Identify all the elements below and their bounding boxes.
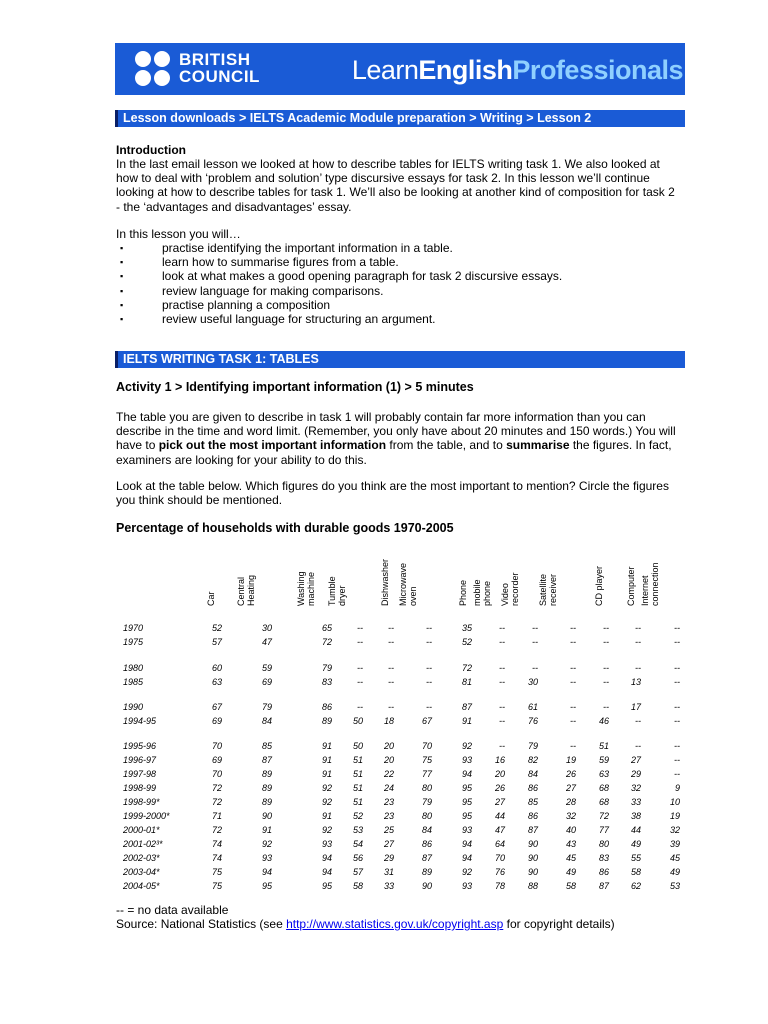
intro-heading: Introduction bbox=[116, 143, 186, 157]
table-cell: -- bbox=[635, 637, 641, 647]
table-cell: 19 bbox=[669, 811, 680, 821]
table-column-header: Car bbox=[206, 591, 216, 606]
table-cell: 70 bbox=[211, 741, 222, 751]
table-column-header: Central Heating bbox=[236, 574, 256, 606]
table-cell: 57 bbox=[211, 637, 222, 647]
table-cell: 79 bbox=[421, 797, 432, 807]
table-cell: -- bbox=[603, 677, 609, 687]
table-cell: 59 bbox=[261, 663, 272, 673]
table-cell: -- bbox=[570, 716, 576, 726]
table-cell: 89 bbox=[261, 783, 272, 793]
table-cell: -- bbox=[388, 702, 394, 712]
table-cell: 95 bbox=[261, 881, 272, 891]
table-cell: 79 bbox=[261, 702, 272, 712]
table-cell: 75 bbox=[211, 881, 222, 891]
table-cell: 69 bbox=[261, 677, 272, 687]
table-cell: 27 bbox=[630, 755, 641, 765]
table-row-label: 1985 bbox=[123, 677, 144, 687]
table-cell: 92 bbox=[321, 783, 332, 793]
table-cell: 49 bbox=[565, 867, 576, 877]
table-cell: -- bbox=[635, 716, 641, 726]
table-cell: 78 bbox=[494, 881, 505, 891]
table-cell: 39 bbox=[669, 839, 680, 849]
list-item: ▪ practise identifying the important information in a table. bbox=[116, 241, 676, 255]
table-cell: 85 bbox=[261, 741, 272, 751]
table-cell: 82 bbox=[527, 755, 538, 765]
table-cell: 94 bbox=[461, 853, 472, 863]
table-cell: -- bbox=[603, 623, 609, 633]
table-title: Percentage of households with durable goods 1970-2005 bbox=[116, 521, 454, 535]
table-cell: 86 bbox=[598, 867, 609, 877]
table-cell: -- bbox=[499, 623, 505, 633]
table-cell: 95 bbox=[461, 783, 472, 793]
table-cell: 26 bbox=[494, 783, 505, 793]
table-column-header: Phone bbox=[458, 579, 468, 606]
table-cell: 94 bbox=[321, 853, 332, 863]
table-cell: -- bbox=[674, 637, 680, 647]
table-cell: 76 bbox=[527, 716, 538, 726]
british-council-logo-icon bbox=[135, 51, 171, 87]
table-column-header: Washing machine bbox=[296, 571, 316, 606]
table-cell: -- bbox=[635, 663, 641, 673]
table-cell: 58 bbox=[352, 881, 363, 891]
table-cell: 74 bbox=[211, 853, 222, 863]
table-cell: 20 bbox=[383, 741, 394, 751]
activity-paragraph: The table you are given to describe in task 1 will probably contain far more information than you can describe in the time and word limit. (Remember, you only have about 20 minutes and 150 words.) You will have to pick out the most important information from the table, and to summarise the figures. In fact, examiners are looking for your ability to do this. bbox=[116, 410, 676, 467]
table-cell: 23 bbox=[383, 811, 394, 821]
table-cell: 67 bbox=[211, 702, 222, 712]
table-cell: 90 bbox=[527, 867, 538, 877]
section-title: IELTS WRITING TASK 1: TABLES bbox=[115, 351, 685, 368]
table-cell: 9 bbox=[674, 783, 680, 793]
table-cell: 64 bbox=[494, 839, 505, 849]
table-cell: -- bbox=[499, 741, 505, 751]
table-column-header: Microwave oven bbox=[398, 562, 418, 606]
table-cell: 23 bbox=[383, 797, 394, 807]
table-cell: 76 bbox=[494, 867, 505, 877]
table-cell: -- bbox=[603, 702, 609, 712]
activity-title: Activity 1 > Identifying important information (1) > 5 minutes bbox=[116, 380, 474, 394]
table-cell: 49 bbox=[630, 839, 641, 849]
table-cell: -- bbox=[426, 637, 432, 647]
table-cell: 95 bbox=[321, 881, 332, 891]
table-cell: 90 bbox=[527, 839, 538, 849]
table-cell: 83 bbox=[598, 853, 609, 863]
table-cell: 86 bbox=[321, 702, 332, 712]
table-cell: 61 bbox=[527, 702, 538, 712]
table-cell: 45 bbox=[669, 853, 680, 863]
table-cell: -- bbox=[570, 623, 576, 633]
table-column-header: Tumble dryer bbox=[327, 576, 347, 606]
table-cell: 26 bbox=[565, 769, 576, 779]
table-cell: -- bbox=[426, 623, 432, 633]
table-cell: 51 bbox=[598, 741, 609, 751]
table-cell: -- bbox=[426, 677, 432, 687]
table-cell: 29 bbox=[383, 853, 394, 863]
table-cell: 77 bbox=[598, 825, 609, 835]
table-cell: -- bbox=[674, 677, 680, 687]
table-cell: 19 bbox=[565, 755, 576, 765]
table-cell: -- bbox=[499, 716, 505, 726]
table-cell: 94 bbox=[261, 867, 272, 877]
table-cell: -- bbox=[603, 663, 609, 673]
table-row-label: 2003-04* bbox=[123, 867, 160, 877]
table-cell: 84 bbox=[261, 716, 272, 726]
table-row-label: 1970 bbox=[123, 623, 144, 633]
table-cell: 85 bbox=[527, 797, 538, 807]
table-cell: 87 bbox=[598, 881, 609, 891]
table-cell: -- bbox=[388, 677, 394, 687]
table-cell: 69 bbox=[211, 755, 222, 765]
table-cell: 10 bbox=[669, 797, 680, 807]
table-cell: 92 bbox=[461, 741, 472, 751]
table-cell: -- bbox=[357, 623, 363, 633]
table-cell: 33 bbox=[383, 881, 394, 891]
table-cell: 30 bbox=[261, 623, 272, 633]
table-row-label: 1990 bbox=[123, 702, 144, 712]
table-cell: -- bbox=[499, 637, 505, 647]
table-cell: -- bbox=[674, 755, 680, 765]
table-cell: 91 bbox=[321, 811, 332, 821]
table-cell: 93 bbox=[461, 881, 472, 891]
table-row-label: 1997-98 bbox=[123, 769, 157, 779]
no-data-note: -- = no data available bbox=[116, 903, 229, 917]
table-cell: 79 bbox=[321, 663, 332, 673]
table-cell: -- bbox=[674, 663, 680, 673]
table-cell: -- bbox=[674, 623, 680, 633]
table-cell: 94 bbox=[321, 867, 332, 877]
instruction-paragraph: Look at the table below. Which figures do you think are the most important to mention? Circle the figures you think should be mentioned. bbox=[116, 479, 669, 508]
table-cell: 75 bbox=[421, 755, 432, 765]
table-cell: 72 bbox=[321, 637, 332, 647]
table-column-header: Video recorder bbox=[500, 572, 520, 606]
table-cell: 28 bbox=[565, 797, 576, 807]
table-cell: 89 bbox=[321, 716, 332, 726]
table-cell: 70 bbox=[211, 769, 222, 779]
table-cell: -- bbox=[570, 637, 576, 647]
table-cell: 70 bbox=[494, 853, 505, 863]
table-column-header: Internet connection bbox=[640, 562, 660, 606]
table-cell: 59 bbox=[598, 755, 609, 765]
table-cell: 94 bbox=[461, 839, 472, 849]
table-cell: 65 bbox=[321, 623, 332, 633]
table-cell: 95 bbox=[461, 797, 472, 807]
table-cell: -- bbox=[499, 677, 505, 687]
table-cell: 20 bbox=[383, 755, 394, 765]
table-cell: 27 bbox=[494, 797, 505, 807]
table-cell: 50 bbox=[352, 716, 363, 726]
table-cell: 72 bbox=[211, 783, 222, 793]
table-cell: 86 bbox=[527, 783, 538, 793]
table-cell: -- bbox=[426, 663, 432, 673]
table-cell: 32 bbox=[630, 783, 641, 793]
table-cell: 44 bbox=[630, 825, 641, 835]
table-cell: -- bbox=[426, 702, 432, 712]
table-cell: 79 bbox=[527, 741, 538, 751]
org-name: BRITISH COUNCIL bbox=[179, 50, 260, 86]
table-cell: 17 bbox=[630, 702, 641, 712]
table-cell: 25 bbox=[383, 825, 394, 835]
table-cell: 89 bbox=[421, 867, 432, 877]
table-row-label: 1996-97 bbox=[123, 755, 157, 765]
table-cell: 87 bbox=[527, 825, 538, 835]
list-item: ▪ review useful language for structuring an argument. bbox=[116, 312, 676, 326]
table-cell: -- bbox=[388, 637, 394, 647]
table-cell: 63 bbox=[598, 769, 609, 779]
table-cell: -- bbox=[674, 702, 680, 712]
table-cell: 69 bbox=[211, 716, 222, 726]
table-cell: -- bbox=[532, 663, 538, 673]
table-cell: 92 bbox=[321, 825, 332, 835]
table-cell: -- bbox=[674, 741, 680, 751]
table-cell: 94 bbox=[461, 769, 472, 779]
table-cell: 81 bbox=[461, 677, 472, 687]
list-item: ▪ look at what makes a good opening paragraph for task 2 discursive essays. bbox=[116, 269, 676, 283]
table-cell: 91 bbox=[261, 825, 272, 835]
table-cell: 54 bbox=[352, 839, 363, 849]
source-link[interactable]: http://www.statistics.gov.uk/copyright.asp bbox=[286, 917, 504, 931]
table-cell: 84 bbox=[421, 825, 432, 835]
table-cell: 93 bbox=[461, 825, 472, 835]
table-cell: -- bbox=[532, 637, 538, 647]
table-cell: 87 bbox=[421, 853, 432, 863]
table-cell: 33 bbox=[630, 797, 641, 807]
table-cell: -- bbox=[357, 663, 363, 673]
table-cell: 56 bbox=[352, 853, 363, 863]
table-cell: -- bbox=[674, 769, 680, 779]
table-cell: 92 bbox=[261, 839, 272, 849]
lesson-goals-lead: In this lesson you will… bbox=[116, 227, 241, 241]
table-cell: -- bbox=[532, 623, 538, 633]
table-cell: 72 bbox=[598, 811, 609, 821]
table-cell: 52 bbox=[352, 811, 363, 821]
table-cell: 93 bbox=[261, 853, 272, 863]
table-cell: -- bbox=[570, 677, 576, 687]
table-column-header: Satellite receiver bbox=[538, 573, 558, 606]
table-cell: 77 bbox=[421, 769, 432, 779]
table-row-label: 1980 bbox=[123, 663, 144, 673]
table-cell: 45 bbox=[565, 853, 576, 863]
table-cell: 68 bbox=[598, 797, 609, 807]
table-cell: 87 bbox=[461, 702, 472, 712]
table-cell: 22 bbox=[383, 769, 394, 779]
table-column-header: Computer bbox=[626, 566, 636, 606]
list-item: ▪ learn how to summarise figures from a table. bbox=[116, 255, 676, 269]
table-row-label: 1975 bbox=[123, 637, 144, 647]
table-cell: -- bbox=[674, 716, 680, 726]
table-cell: 74 bbox=[211, 839, 222, 849]
table-cell: 92 bbox=[321, 797, 332, 807]
table-cell: 71 bbox=[211, 811, 222, 821]
table-cell: 70 bbox=[421, 741, 432, 751]
table-cell: 87 bbox=[261, 755, 272, 765]
table-cell: 63 bbox=[211, 677, 222, 687]
table-cell: 30 bbox=[527, 677, 538, 687]
table-column-header: CD player bbox=[594, 565, 604, 606]
table-row-label: 1999-2000* bbox=[123, 811, 170, 821]
table-cell: 91 bbox=[321, 755, 332, 765]
table-cell: 27 bbox=[565, 783, 576, 793]
table-cell: 51 bbox=[352, 769, 363, 779]
list-item: ▪ practise planning a composition bbox=[116, 298, 676, 312]
table-row-label: 1998-99 bbox=[123, 783, 157, 793]
table-cell: 40 bbox=[565, 825, 576, 835]
table-cell: 52 bbox=[461, 637, 472, 647]
table-cell: 67 bbox=[421, 716, 432, 726]
table-cell: -- bbox=[635, 623, 641, 633]
table-cell: 18 bbox=[383, 716, 394, 726]
table-cell: 58 bbox=[565, 881, 576, 891]
table-cell: 53 bbox=[669, 881, 680, 891]
table-cell: 91 bbox=[461, 716, 472, 726]
table-cell: 75 bbox=[211, 867, 222, 877]
table-cell: 90 bbox=[261, 811, 272, 821]
table-cell: 53 bbox=[352, 825, 363, 835]
table-column-header: mobile phone bbox=[472, 579, 492, 606]
table-row-label: 1994-95 bbox=[123, 716, 157, 726]
table-cell: 93 bbox=[461, 755, 472, 765]
table-cell: 88 bbox=[527, 881, 538, 891]
table-cell: 43 bbox=[565, 839, 576, 849]
table-cell: 86 bbox=[527, 811, 538, 821]
table-column-header: Dishwasher bbox=[380, 558, 390, 606]
table-cell: 49 bbox=[669, 867, 680, 877]
table-cell: -- bbox=[499, 702, 505, 712]
table-cell: -- bbox=[570, 663, 576, 673]
table-row-label: 1995-96 bbox=[123, 741, 157, 751]
table-cell: 93 bbox=[321, 839, 332, 849]
table-cell: 24 bbox=[383, 783, 394, 793]
source-line: Source: National Statistics (see http://www.statistics.gov.uk/copyright.asp for copyright details) bbox=[116, 917, 615, 931]
table-cell: 47 bbox=[261, 637, 272, 647]
table-cell: 91 bbox=[321, 741, 332, 751]
table-cell: 46 bbox=[598, 716, 609, 726]
table-cell: 92 bbox=[461, 867, 472, 877]
table-cell: 90 bbox=[527, 853, 538, 863]
table-cell: 80 bbox=[421, 811, 432, 821]
table-cell: -- bbox=[603, 637, 609, 647]
table-cell: 51 bbox=[352, 783, 363, 793]
table-cell: 13 bbox=[630, 677, 641, 687]
table-cell: -- bbox=[357, 677, 363, 687]
table-cell: 51 bbox=[352, 755, 363, 765]
table-cell: -- bbox=[388, 663, 394, 673]
table-cell: 90 bbox=[421, 881, 432, 891]
table-cell: 89 bbox=[261, 797, 272, 807]
table-cell: -- bbox=[357, 637, 363, 647]
table-cell: 84 bbox=[527, 769, 538, 779]
table-cell: -- bbox=[388, 623, 394, 633]
table-cell: 80 bbox=[598, 839, 609, 849]
table-cell: 60 bbox=[211, 663, 222, 673]
table-cell: 50 bbox=[352, 741, 363, 751]
table-cell: 72 bbox=[211, 797, 222, 807]
table-cell: 62 bbox=[630, 881, 641, 891]
table-cell: 38 bbox=[630, 811, 641, 821]
table-cell: 32 bbox=[565, 811, 576, 821]
table-cell: 68 bbox=[598, 783, 609, 793]
header-banner bbox=[115, 43, 685, 95]
table-cell: 47 bbox=[494, 825, 505, 835]
table-row-label: 2001-02³* bbox=[123, 839, 163, 849]
table-cell: 95 bbox=[461, 811, 472, 821]
breadcrumb: Lesson downloads > IELTS Academic Module preparation > Writing > Lesson 2 bbox=[115, 110, 685, 127]
table-cell: 80 bbox=[421, 783, 432, 793]
table-cell: 57 bbox=[352, 867, 363, 877]
brand-logo: LearnEnglishProfessionals bbox=[351, 55, 683, 85]
table-cell: -- bbox=[570, 702, 576, 712]
table-cell: 89 bbox=[261, 769, 272, 779]
table-cell: 91 bbox=[321, 769, 332, 779]
list-item: ▪ review language for making comparisons. bbox=[116, 284, 676, 298]
table-cell: 16 bbox=[494, 755, 505, 765]
table-cell: 35 bbox=[461, 623, 472, 633]
table-cell: 55 bbox=[630, 853, 641, 863]
table-cell: 27 bbox=[383, 839, 394, 849]
table-row-label: 2000-01* bbox=[123, 825, 160, 835]
table-cell: 83 bbox=[321, 677, 332, 687]
table-cell: 72 bbox=[211, 825, 222, 835]
table-cell: 29 bbox=[630, 769, 641, 779]
table-cell: -- bbox=[635, 741, 641, 751]
table-row-label: 2002-03* bbox=[123, 853, 160, 863]
table-cell: -- bbox=[499, 663, 505, 673]
table-row-label: 2004-05* bbox=[123, 881, 160, 891]
lesson-goals-list bbox=[116, 241, 676, 326]
table-cell: -- bbox=[570, 741, 576, 751]
table-cell: 86 bbox=[421, 839, 432, 849]
table-cell: 20 bbox=[494, 769, 505, 779]
table-cell: 44 bbox=[494, 811, 505, 821]
table-row-label: 1998-99* bbox=[123, 797, 160, 807]
table-cell: 72 bbox=[461, 663, 472, 673]
table-cell: 31 bbox=[383, 867, 394, 877]
table-cell: 51 bbox=[352, 797, 363, 807]
intro-paragraph: In the last email lesson we looked at how to describe tables for IELTS writing task 1. We also looked at how to deal with ‘problem and solution’ type discursive essays for task 2. In this lesson we’ll continue looking at how to describe tables for task 1. We’ll also be looking at another kind of composition for task 2 - the ‘advantages and disadvantages’ essay. bbox=[116, 157, 675, 214]
table-cell: 32 bbox=[669, 825, 680, 835]
table-cell: 58 bbox=[630, 867, 641, 877]
table-cell: -- bbox=[357, 702, 363, 712]
table-cell: 52 bbox=[211, 623, 222, 633]
